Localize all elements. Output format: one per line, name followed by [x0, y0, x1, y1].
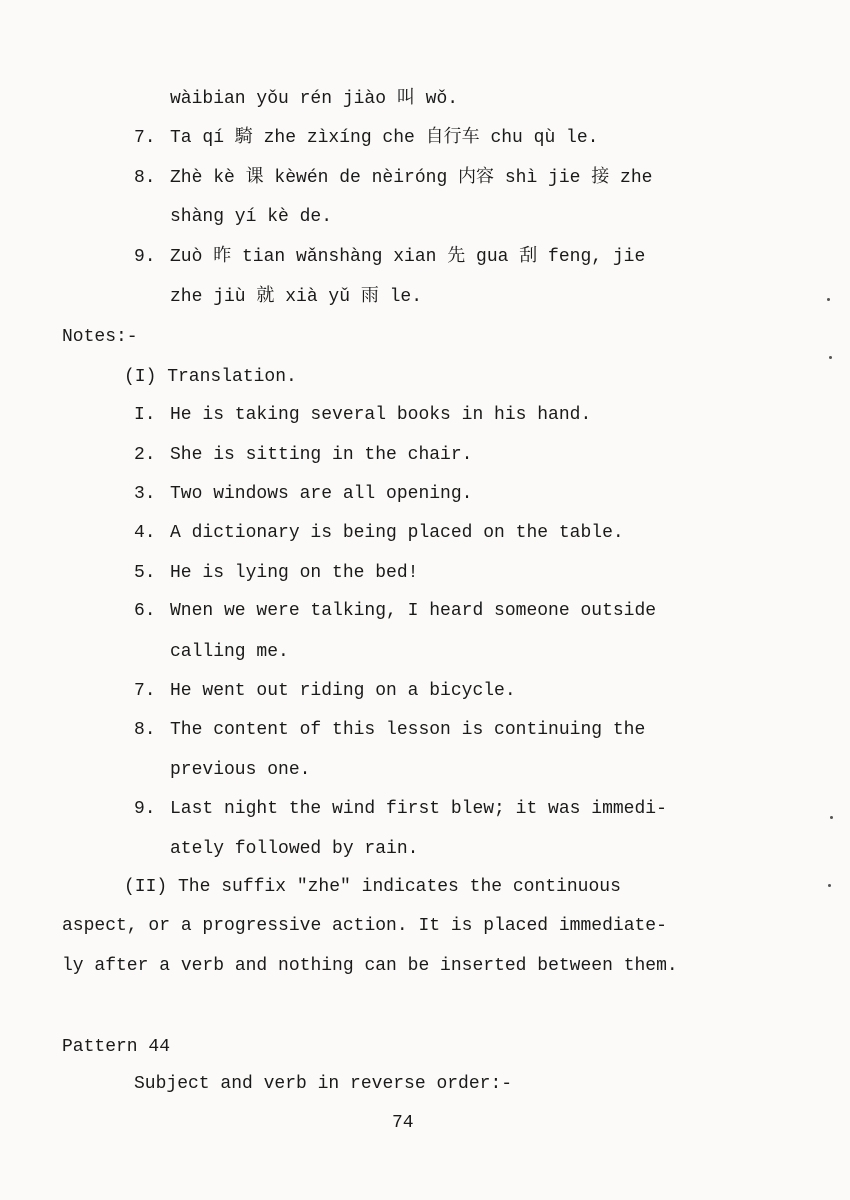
sentence-number: 8.: [134, 168, 156, 188]
page-number: 74: [392, 1113, 414, 1133]
sentence-number: 9.: [134, 247, 156, 267]
scan-speck: [827, 298, 830, 301]
translation-5: 5. He is lying on the bed!: [134, 563, 419, 583]
scan-speck: [830, 816, 833, 819]
translation-8-continuation: previous one.: [170, 760, 311, 780]
sentence-9: 9. Zuò 昨 tian wǎnshàng xian 先 gua 刮 feng, jie: [134, 247, 646, 267]
sentence-6-continuation: wàibian yǒu rén jiào 叫 wǒ.: [170, 89, 459, 109]
translation-9: 9. Last night the wind first blew; it was immedi-: [134, 799, 667, 819]
translation-7: 7. He went out riding on a bicycle.: [134, 681, 516, 701]
sentence-8: 8. Zhè kè 课 kèwén de nèiróng 内容 shì jie 接 zhe: [134, 168, 653, 188]
notes-section-1: (I) Translation.: [124, 367, 297, 387]
scan-speck: [829, 356, 832, 359]
translation-1: I. He is taking several books in his hand.: [134, 405, 592, 425]
sentence-9-continuation: zhe jiù 就 xià yǔ 雨 le.: [170, 287, 423, 307]
translation-9-continuation: ately followed by rain.: [170, 839, 419, 859]
sentence-number: 7.: [134, 128, 156, 148]
notes-section-2: (II) The suffix "zhe" indicates the continuous: [124, 877, 621, 897]
translation-8: 8. The content of this lesson is continuing the: [134, 720, 646, 740]
sentence-8-continuation: shàng yí kè de.: [170, 207, 333, 227]
translation-6-continuation: calling me.: [170, 642, 289, 662]
sentence-7: 7. Ta qí 騎 zhe zìxíng che 自行车 chu qù le.: [134, 128, 599, 148]
translation-6: 6. Wnen we were talking, I heard someone outside: [134, 601, 657, 621]
pattern-title: Pattern 44: [62, 1037, 171, 1057]
translation-4: 4. A dictionary is being placed on the table.: [134, 523, 624, 543]
translation-2: 2. She is sitting in the chair.: [134, 445, 473, 465]
notes-heading: Notes:-: [62, 327, 138, 347]
translation-3: 3. Two windows are all opening.: [134, 484, 473, 504]
notes-section-2-line-2: aspect, or a progressive action. It is placed immediate-: [62, 916, 667, 936]
scan-speck: [828, 884, 831, 887]
pattern-subtitle: Subject and verb in reverse order:-: [134, 1074, 513, 1094]
notes-section-2-line-3: ly after a verb and nothing can be inserted between them.: [62, 956, 678, 976]
